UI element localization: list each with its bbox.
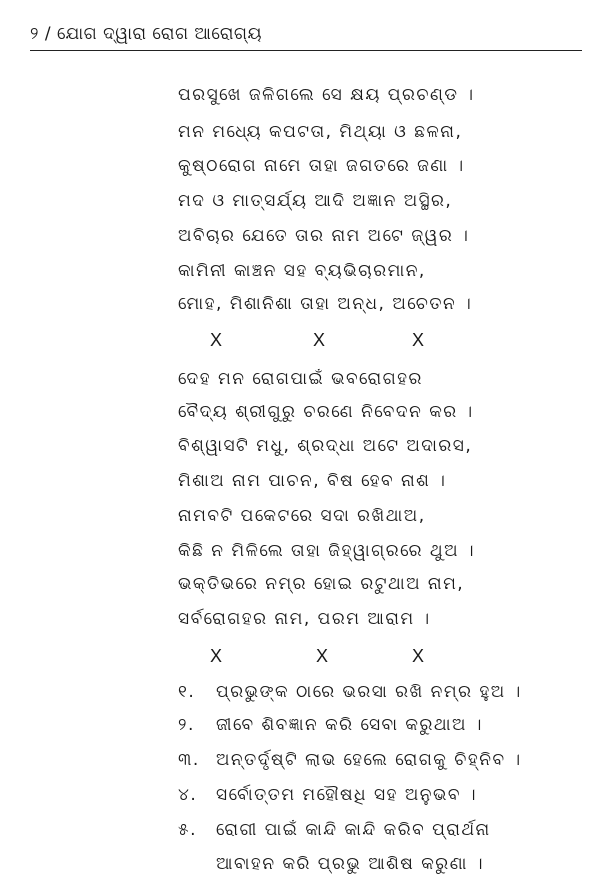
verse-line: ପରସୁଖେ ଜଳିଗଲେ ସେ କ୍ଷୟ ପ୍ରଚଣ୍ଡ । bbox=[178, 85, 475, 105]
verse-line: ଭକ୍ତିଭରେ ନମ୍ର ହୋଇ ରଟୁଥାଅ ନାମ, bbox=[178, 574, 465, 594]
point-number: ୧. bbox=[178, 682, 196, 702]
verse-line: କୁଷ୍ଠରୋଗ ନାମେ ତାହା ଜଗତରେ ଜଣା । bbox=[178, 156, 465, 176]
separator-mark: X bbox=[313, 330, 326, 350]
verse-line: ମନ ମଧ୍ୟେ କପଟତା, ମିଥ୍ୟା ଓ ଛଳନା, bbox=[178, 122, 463, 142]
point-text: ଜୀବେ ଶିବଜ୍ଞାନ କରି ସେବା କରୁଥାଅ । bbox=[216, 715, 483, 735]
separator-mark: X bbox=[412, 330, 425, 350]
point-text: ରୋଗୀ ପାଇଁ କାନ୍ଦି କାନ୍ଦି କରିବ ପ୍ରାର୍ଥନା bbox=[216, 820, 491, 840]
separator-mark: X bbox=[210, 646, 223, 666]
point-text: ଅନ୍ତର୍ଦୃଷ୍ଟି ଲାଭ ହେଲେ ରୋଗକୁ ଚିହ୍ନିବ । bbox=[216, 750, 522, 770]
point-number: ୩. bbox=[178, 750, 200, 770]
separator-mark: X bbox=[210, 330, 223, 350]
verse-line: ଅବିଚାର ଯେତେ ତାର ନାମ ଅଟେ ଜ୍ୱର । bbox=[178, 226, 470, 246]
verse-line: ବିଶ୍ୱାସଟି ମଧୁ, ଶ୍ରଦ୍ଧା ଅଟେ ଅଦାରସ, bbox=[178, 436, 473, 456]
numbered-point bbox=[178, 752, 522, 769]
verse-line: ନାମବଟି ପକେଟରେ ସଦା ରଖିଥାଅ, bbox=[178, 506, 426, 526]
verse-line: ସର୍ବରୋଗହର ନାମ, ପରମ ଆରାମ । bbox=[178, 609, 431, 629]
separator-mark: X bbox=[316, 646, 329, 666]
numbered-point bbox=[178, 717, 483, 734]
verse-line: ମଦ ଓ ମାତ୍ସର୍ଯ୍ୟ ଆଦି ଅଜ୍ଞାନ ଅସ୍ଥିର, bbox=[178, 191, 453, 211]
numbered-point bbox=[178, 787, 477, 804]
verse-line: ଆବାହନ କରି ପ୍ରଭୁ ଆଶିଷ କରୁଣା । bbox=[216, 854, 484, 874]
separator-mark: X bbox=[412, 646, 425, 666]
point-number: ୨. bbox=[178, 715, 195, 735]
verse-line: ଦେହ ମନ ରୋଗପାଇଁ ଭବରୋଗହର bbox=[178, 369, 423, 389]
numbered-point bbox=[178, 822, 491, 839]
running-head: ୨ / ଯୋଗ ଦ୍ୱାରା ରୋଗ ଆରୋଗ୍ୟ bbox=[30, 24, 262, 44]
point-number: ୪. bbox=[178, 785, 198, 805]
verse-line: ବୈଦ୍ୟ ଶ୍ରୀଗୁରୁ ଚରଣେ ନିବେଦନ କର । bbox=[178, 402, 474, 422]
point-text: ପ୍ରଭୁଙ୍କ ଠାରେ ଭରସା ରଖି ନମ୍ର ହୁଅ । bbox=[216, 682, 522, 702]
point-number: ୫. bbox=[178, 820, 198, 840]
verse-line: ମିଶାଅ ନାମ ପାଚନ, ବିଷ ହେବ ନାଶ । bbox=[178, 471, 447, 491]
numbered-point bbox=[178, 684, 522, 701]
point-text: ସର୍ବୋତ୍ତମ ମହୌଷଧି ସହ ଅନୁଭବ । bbox=[216, 785, 478, 805]
verse-line: କାମିନୀ କାଞ୍ଚନ ସହ ବ୍ୟଭିଚାରମାନ, bbox=[178, 261, 426, 281]
header-rule bbox=[30, 50, 582, 51]
verse-line: ମୋହ, ମିଶାନିଶା ତାହା ଅନ୍ଧ, ଅଚେତନ । bbox=[178, 294, 473, 314]
verse-line: କିଛି ନ ମିଳିଲେ ତାହା ଜିହ୍ୱାଗ୍ରରେ ଥୁଅ । bbox=[178, 541, 476, 561]
